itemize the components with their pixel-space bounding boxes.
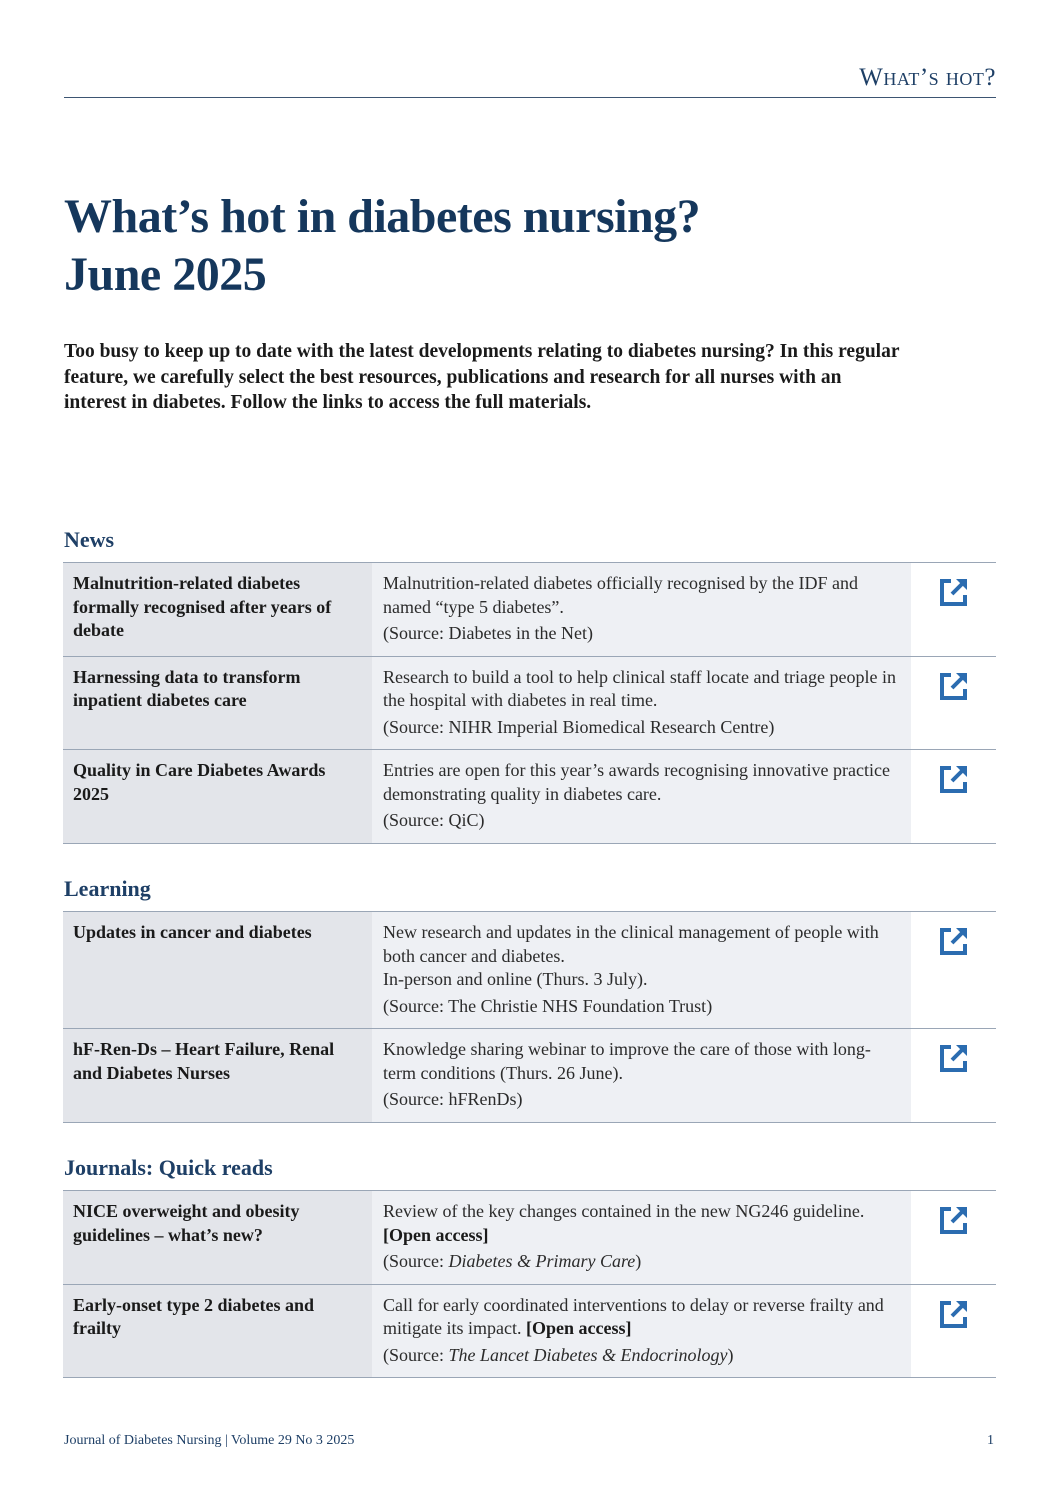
source-suffix: ) bbox=[478, 810, 485, 830]
table-row bbox=[63, 1029, 996, 1123]
source-name: NIHR Imperial Biomedical Research Centre bbox=[448, 716, 769, 737]
items-table bbox=[63, 562, 996, 844]
item-title: Early-onset type 2 diabetes and frailty bbox=[63, 1284, 372, 1378]
header-rule bbox=[64, 97, 996, 98]
table-row bbox=[63, 1284, 996, 1378]
page-title bbox=[64, 188, 984, 304]
item-title: hF-Ren-Ds – Heart Failure, Renal and Diabetes Nurses bbox=[63, 1029, 372, 1123]
external-link-icon[interactable] bbox=[937, 575, 971, 609]
source-suffix: ) bbox=[768, 716, 775, 737]
intro-paragraph: Too busy to keep up to date with the latest developments relating to diabetes nursing? In this regular feature, we carefully select the best resources, publications and research for all nurses with an interest in diabetes. Follow the links to access the full materials. bbox=[64, 341, 900, 413]
table-row bbox=[63, 1191, 996, 1285]
item-link-cell bbox=[911, 656, 996, 750]
source-name: The Christie NHS Foundation Trust bbox=[448, 995, 707, 1016]
source-prefix: (Source: bbox=[383, 716, 449, 737]
item-description-cell bbox=[372, 750, 911, 844]
item-description-cell bbox=[372, 1284, 911, 1378]
items-table bbox=[63, 911, 996, 1123]
item-link-cell bbox=[911, 1191, 996, 1285]
item-description bbox=[383, 1294, 903, 1341]
external-link-icon[interactable] bbox=[937, 669, 971, 703]
source-name: QiC bbox=[448, 810, 479, 830]
source-prefix: (Source: bbox=[383, 623, 449, 643]
item-description-text: Call for early coordinated interventions to delay or reverse frailty and mitigate its impact. bbox=[383, 1294, 884, 1338]
item-title: Harnessing data to transform inpatient diabetes care bbox=[63, 656, 372, 750]
external-link-icon[interactable] bbox=[937, 762, 971, 796]
item-title: NICE overweight and obesity guidelines – what’s new? bbox=[63, 1191, 372, 1285]
external-link-icon[interactable] bbox=[937, 1203, 971, 1237]
section-journals-quick-reads bbox=[63, 1155, 994, 1378]
item-description bbox=[383, 759, 903, 806]
item-link-cell bbox=[911, 912, 996, 1029]
item-title: Malnutrition-related diabetes formally recognised after years of debate bbox=[63, 563, 372, 657]
external-link-icon[interactable] bbox=[937, 924, 971, 958]
item-title: Updates in cancer and diabetes bbox=[63, 912, 372, 1029]
item-source bbox=[383, 809, 903, 833]
running-head: What’s hot? bbox=[859, 64, 996, 91]
external-link-icon[interactable] bbox=[937, 1297, 971, 1331]
source-suffix: ) bbox=[706, 995, 713, 1016]
item-description-text: New research and updates in the clinical management of people with both cancer and diabetes. bbox=[383, 922, 879, 966]
item-description-text: Research to build a tool to help clinical staff locate and triage people in the hospital with diabetes in real time. bbox=[383, 666, 896, 710]
section-title: Learning bbox=[64, 876, 151, 901]
item-description-cell bbox=[372, 563, 911, 657]
page-title-line-1: What’s hot in diabetes nursing? bbox=[64, 190, 701, 243]
source-suffix: ) bbox=[635, 1251, 642, 1271]
item-description-cell bbox=[372, 912, 911, 1029]
source-suffix: ) bbox=[586, 623, 593, 643]
item-description bbox=[383, 572, 903, 619]
page-number: 1 bbox=[987, 1433, 994, 1448]
source-name: hFRenDs bbox=[448, 1089, 517, 1109]
source-prefix: (Source: bbox=[383, 810, 449, 830]
open-access-label: [Open access] bbox=[383, 1224, 489, 1245]
source-prefix: (Source: bbox=[383, 1251, 449, 1271]
item-event-details: In-person and online (Thurs. 3 July). bbox=[383, 969, 648, 989]
item-source bbox=[383, 716, 903, 740]
item-description-text: Review of the key changes contained in the new NG246 guideline. bbox=[383, 1201, 865, 1221]
item-description-cell bbox=[372, 1191, 911, 1285]
item-description-text: Entries are open for this year’s awards recognising innovative practice demonstrating quality in diabetes care. bbox=[383, 760, 890, 804]
item-description-text: Knowledge sharing webinar to improve the care of those with long-term conditions (Thurs. 26 June). bbox=[383, 1039, 871, 1083]
source-name: The Lancet Diabetes & Endocrinology bbox=[448, 1344, 728, 1365]
open-access-label: [Open access] bbox=[525, 1318, 632, 1338]
item-source bbox=[383, 1088, 903, 1112]
section-news bbox=[63, 527, 994, 844]
source-prefix: (Source: bbox=[383, 1089, 449, 1109]
item-source bbox=[383, 995, 903, 1019]
table-row bbox=[63, 563, 996, 657]
item-description bbox=[383, 666, 903, 713]
item-description-text: Malnutrition-related diabetes officially recognised by the IDF and named “type 5 diabetes”. bbox=[383, 573, 859, 617]
table-row bbox=[63, 656, 996, 750]
table-row bbox=[63, 750, 996, 844]
items-table bbox=[63, 1190, 996, 1378]
source-suffix: ) bbox=[516, 1089, 523, 1109]
page-title-line-2: June 2025 bbox=[64, 248, 267, 301]
source-prefix: (Source: bbox=[383, 995, 449, 1016]
item-source bbox=[383, 1250, 903, 1274]
table-row bbox=[63, 912, 996, 1029]
item-description-cell bbox=[372, 1029, 911, 1123]
item-description bbox=[383, 1038, 903, 1085]
item-title: Quality in Care Diabetes Awards 2025 bbox=[63, 750, 372, 844]
section-title: News bbox=[64, 527, 115, 552]
external-link-icon[interactable] bbox=[937, 1041, 971, 1075]
source-name: Diabetes in the Net bbox=[448, 623, 587, 643]
footer-journal: Journal of Diabetes Nursing | Volume 29 No 3 2025 bbox=[64, 1433, 355, 1448]
item-description bbox=[383, 921, 903, 968]
item-link-cell bbox=[911, 1284, 996, 1378]
section-title: Journals: Quick reads bbox=[64, 1155, 273, 1180]
item-source bbox=[383, 622, 903, 646]
source-suffix: ) bbox=[727, 1344, 734, 1365]
source-name: Diabetes & Primary Care bbox=[448, 1251, 636, 1271]
item-source bbox=[383, 1344, 903, 1368]
item-link-cell bbox=[911, 563, 996, 657]
section-learning bbox=[63, 876, 994, 1123]
item-link-cell bbox=[911, 750, 996, 844]
item-description bbox=[383, 1200, 903, 1247]
item-link-cell bbox=[911, 1029, 996, 1123]
source-prefix: (Source: bbox=[383, 1344, 449, 1365]
item-description-cell bbox=[372, 656, 911, 750]
